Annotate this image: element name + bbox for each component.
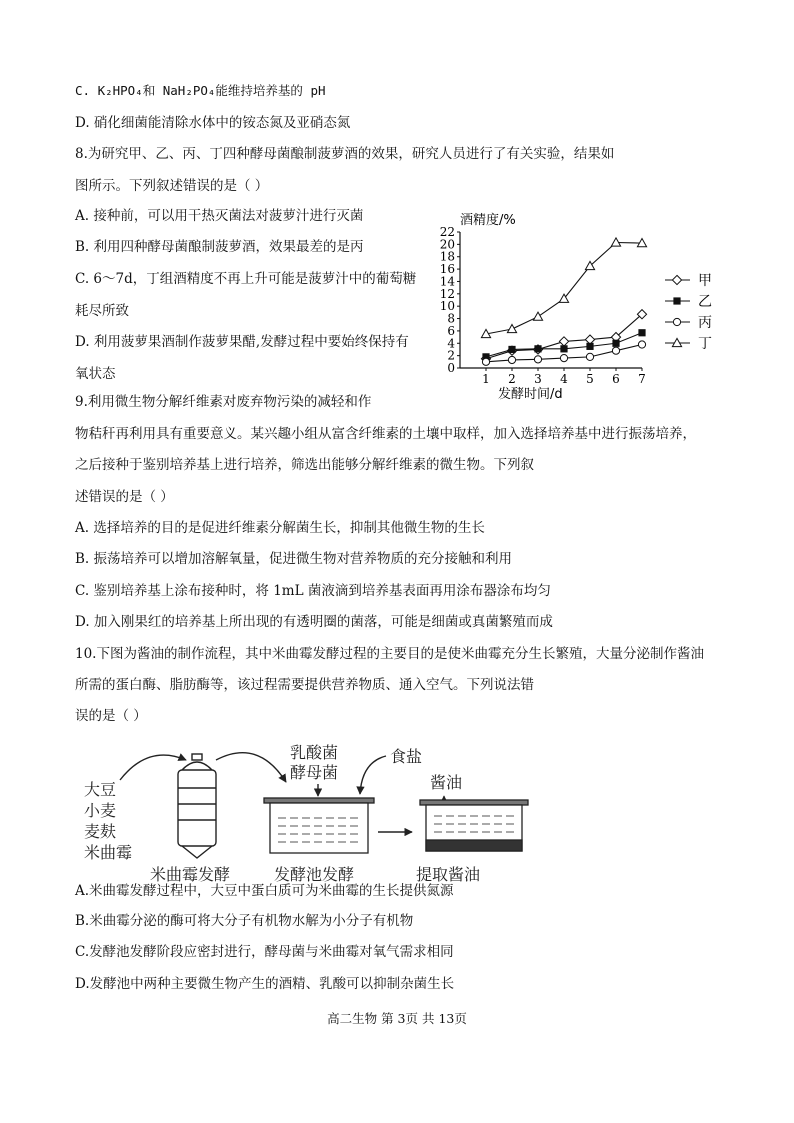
q10-stem-cont2: 误的是（ ） — [75, 708, 147, 724]
chart-axes — [440, 225, 646, 386]
series-point-2 — [638, 329, 645, 336]
series-point-2 — [586, 343, 593, 350]
x-tick-label: 2 — [508, 372, 516, 386]
product-label: 酱油 — [430, 773, 463, 792]
q8-option-c-cont: 耗尽所致 — [75, 303, 129, 319]
y-tick-label: 4 — [447, 336, 455, 351]
q8-stem-cont: 图所示。下列叙述错误的是（ ） — [75, 178, 269, 194]
legend-marker — [672, 275, 681, 284]
step1-label: 米曲霉发酵 — [150, 865, 231, 884]
fermentation-pool — [264, 798, 374, 853]
series-line-4 — [486, 243, 642, 334]
series-point-3 — [534, 356, 541, 363]
y-tick-label: 16 — [439, 262, 455, 277]
y-tick-label: 6 — [447, 323, 455, 338]
q8-option-b: B. 利用四种酵母菌酿制菠萝酒，效果最差的是丙 — [75, 239, 364, 255]
x-tick-label: 1 — [482, 372, 490, 386]
x-tick-label: 6 — [612, 372, 620, 386]
y-tick-label: 20 — [439, 237, 455, 252]
q10-option-d: D.发酵池中两种主要微生物产生的酒精、乳酸可以抑制杂菌生长 — [75, 976, 455, 992]
soy-sauce-process-diagram — [78, 740, 548, 890]
q8-option-d-cont: 氧状态 — [75, 366, 116, 382]
extraction-tank — [420, 800, 528, 851]
arrow-to-fermenter — [120, 755, 186, 780]
series-point-2 — [534, 345, 541, 352]
q8-stem: 8.为研究甲、乙、丙、丁四种酵母菌酿制菠萝酒的效果，研究人员进行了有关实验，结果如 — [75, 146, 615, 162]
fermenter-tank — [178, 754, 216, 858]
q7-option-c: C. K₂HPO₄和 NaH₂PO₄能维持培养基的 pH — [75, 83, 326, 98]
input-soybean: 大豆 — [84, 780, 117, 799]
input-aspergillus: 米曲霉 — [84, 843, 133, 862]
arrow-to-pool — [216, 753, 286, 782]
series-point-2 — [612, 340, 619, 347]
q10-stem: 10.下图为酱油的制作流程，其中米曲霉发酵过程的主要目的是使米曲霉充分生长繁殖，大量分泌制作酱油 — [75, 646, 704, 662]
series-point-3 — [560, 355, 567, 362]
series-point-3 — [612, 347, 619, 354]
q7-option-d: D. 硝化细菌能清除水体中的铵态氮及亚硝态氮 — [75, 115, 351, 131]
input-wheat: 小麦 — [84, 801, 117, 820]
step3-label: 提取酱油 — [416, 865, 481, 884]
alcohol-chart — [420, 208, 740, 403]
legend-label: 乙 — [698, 294, 712, 310]
y-tick-label: 18 — [439, 249, 455, 264]
q9-option-d: D. 加入刚果红的培养基上所出现的有透明圈的菌落，可能是细菌或真菌繁殖而成 — [75, 614, 553, 630]
q8-option-a: A. 接种前，可以用干热灭菌法对菠萝汁进行灭菌 — [75, 208, 364, 224]
y-tick-label: 0 — [447, 361, 455, 375]
series-point-2 — [508, 346, 515, 353]
series-point-1 — [559, 337, 568, 346]
series-point-3 — [482, 358, 489, 365]
microbe-yeast: 酵母菌 — [290, 763, 339, 782]
series-point-4 — [611, 238, 620, 246]
chart-legend — [665, 273, 712, 352]
y-tick-label: 8 — [447, 311, 455, 326]
q9-stem-cont1: 物秸秆再利用具有重要意义。某兴趣小组从富含纤维素的土壤中取样，加入选择培养基中进行振荡培养， — [75, 426, 696, 442]
y-tick-label: 2 — [447, 348, 455, 363]
microbe-lactic: 乳酸菌 — [290, 743, 339, 762]
legend-label: 甲 — [698, 273, 712, 289]
q8-option-c: C. 6～7d，丁组酒精度不再上升可能是菠萝汁中的葡萄糖 — [75, 271, 417, 287]
y-tick-label: 14 — [439, 274, 455, 289]
q9-option-b: B. 振荡培养可以增加溶解氧量，促进微生物对营养物质的充分接触和利用 — [75, 551, 513, 567]
q9-option-a: A. 选择培养的目的是促进纤维素分解菌生长，抑制其他微生物的生长 — [75, 520, 485, 536]
salt-label: 食盐 — [390, 747, 423, 766]
q8-option-d: D. 利用菠萝果酒制作菠萝果醋,发酵过程中要始终保持有 — [75, 334, 409, 350]
x-tick-label: 3 — [534, 372, 542, 386]
y-tick-label: 10 — [439, 299, 455, 314]
series-point-3 — [508, 356, 515, 363]
arrow-salt — [360, 756, 386, 794]
q9-option-c: C. 鉴别培养基上涂布接种时，将 1mL 菌液滴到培养基表面再用涂布器涂布均匀 — [75, 583, 551, 599]
legend-label: 丙 — [698, 315, 712, 331]
series-point-2 — [560, 345, 567, 352]
series-point-3 — [586, 353, 593, 360]
q9-stem-cont2: 之后接种于鉴别培养基上进行培养，筛选出能够分解纤维素的微生物。下列叙 — [75, 457, 534, 473]
q9-stem: 9.利用微生物分解纤维素对废弃物污染的减轻和作 — [75, 394, 372, 410]
q10-option-a: A.米曲霉发酵过程中，大豆中蛋白质可为米曲霉的生长提供氮源 — [75, 883, 454, 899]
series-point-4 — [533, 312, 542, 320]
q10-stem-cont1: 所需的蛋白酶、脂肪酶等，该过程需要提供营养物质、通入空气。下列说法错 — [75, 677, 534, 693]
q10-option-b: B.米曲霉分泌的酶可将大分子有机物水解为小分子有机物 — [75, 913, 414, 929]
chart-series — [481, 238, 646, 366]
x-tick-label: 5 — [586, 372, 594, 386]
q10-option-c: C.发酵池发酵阶段应密封进行，酵母菌与米曲霉对氧气需求相同 — [75, 944, 454, 960]
q9-stem-cont3: 述错误的是（ ） — [75, 489, 174, 505]
chart-ylabel: 酒精度/% — [460, 213, 516, 228]
x-tick-label: 4 — [560, 372, 568, 386]
legend-marker — [673, 318, 680, 325]
series-point-3 — [638, 341, 645, 348]
y-tick-label: 12 — [439, 286, 455, 301]
x-tick-label: 7 — [638, 372, 646, 386]
legend-marker — [673, 297, 680, 304]
legend-label: 丁 — [698, 336, 712, 352]
step2-label: 发酵池发酵 — [274, 865, 355, 884]
page-footer: 高二生物 第 3页 共 13页 — [327, 1011, 467, 1026]
series-point-4 — [507, 324, 516, 332]
input-bran: 麦麸 — [84, 822, 117, 841]
y-tick-label: 22 — [439, 225, 455, 239]
chart-xlabel: 发酵时间/d — [498, 387, 563, 402]
